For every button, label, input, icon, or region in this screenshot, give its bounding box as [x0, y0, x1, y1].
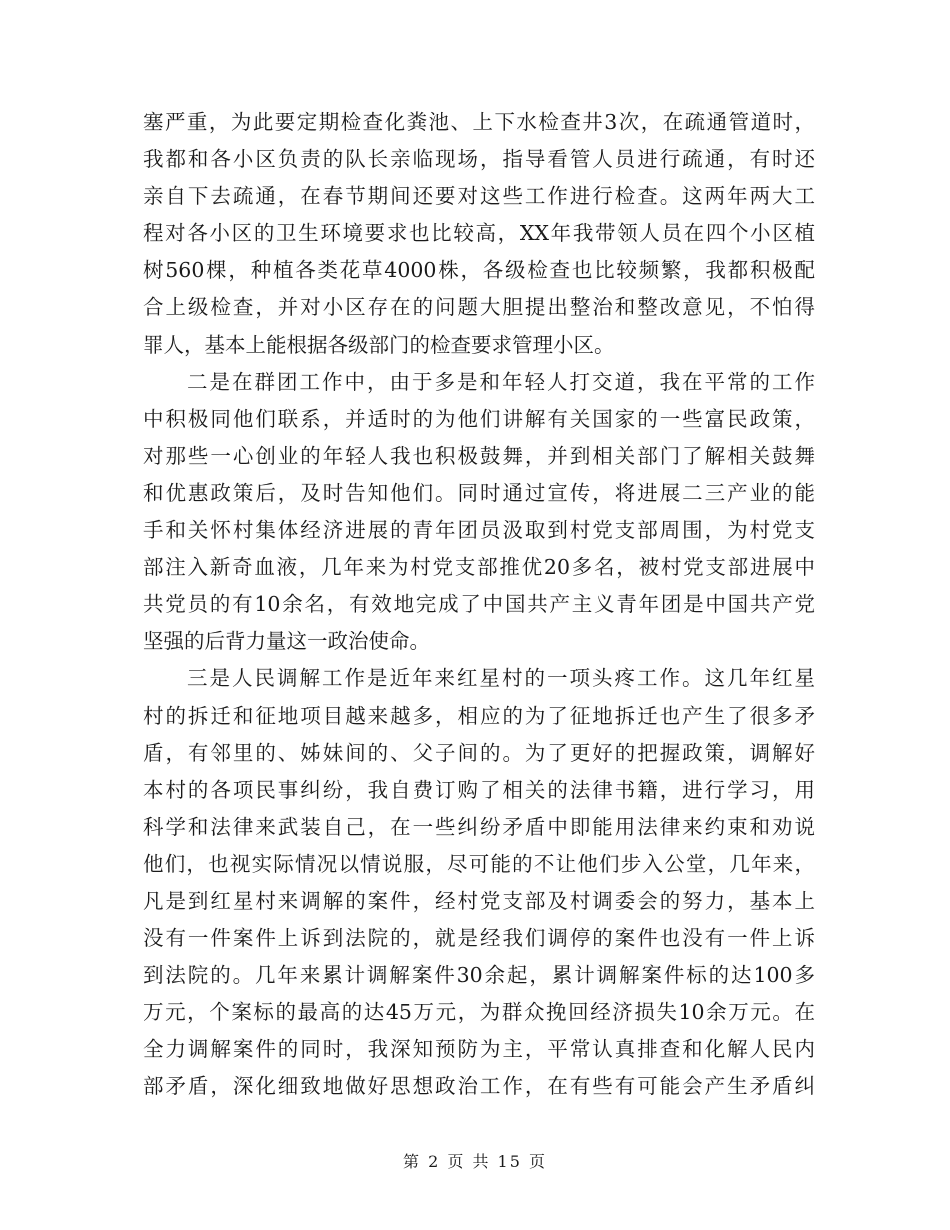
paragraph-3-line-8: 没有一件案件上诉到法院的，就是经我们调停的案件也没有一件上诉: [143, 926, 815, 951]
paragraph-3-line-7: 凡是到红星村来调解的案件，经村党支部及村调委会的努力，基本上: [143, 888, 815, 913]
paragraph-1-line-3: 亲自下去疏通，在春节期间还要对这些工作进行检查。这两年两大工: [143, 184, 815, 209]
paragraph-1-line-5: 树560棵，种植各类花草4000株，各级检查也比较频繁，我都积极配: [143, 258, 815, 283]
paragraph-1-line-4: 程对各小区的卫生环境要求也比较高，XX年我带领人员在四个小区植: [143, 221, 815, 246]
paragraph-3-line-12: 部矛盾，深化细致地做好思想政治工作，在有些有可能会产生矛盾纠: [143, 1074, 815, 1099]
paragraph-1-line-6: 合上级检查，并对小区存在的问题大胆提出整治和整改意见，不怕得: [143, 295, 815, 320]
body-text: [143, 104, 815, 1106]
paragraph-2-line-5: 手和关怀村集体经济进展的青年团员汲取到村党支部周围，为村党支: [143, 518, 815, 543]
paragraph-3-line-9: 到法院的。几年来累计调解案件30余起，累计调解案件标的达100多: [143, 963, 815, 988]
paragraph-1-line-1: 塞严重，为此要定期检查化粪池、上下水检查井3次，在疏通管道时，: [143, 110, 815, 134]
paragraph-3-line-3: 盾，有邻里的、姊妹间的、父子间的。为了更好的把握政策，调解好: [143, 740, 815, 765]
paragraph-2-line-6: 部注入新奇血液，几年来为村党支部推优20多名，被村党支部进展中: [143, 555, 815, 580]
paragraph-3-line-11: 全力调解案件的同时，我深知预防为主，平常认真排查和化解人民内: [143, 1037, 815, 1062]
paragraph-3-line-5: 科学和法律来武装自己，在一些纠纷矛盾中即能用法律来约束和劝说: [143, 814, 815, 839]
paragraph-2-line-2: 中积极同他们联系，并适时的为他们讲解有关国家的一些富民政策，: [143, 406, 815, 431]
paragraph-3-line-4: 本村的各项民事纠纷，我自费订购了相关的法律书籍，进行学习，用: [143, 777, 815, 802]
paragraph-3-line-2: 村的拆迁和征地项目越来越多，相应的为了征地拆迁也产生了很多矛: [143, 703, 815, 728]
paragraph-2-line-1: 二是在群团工作中，由于多是和年轻人打交道，我在平常的工作: [187, 369, 815, 394]
paragraph-2-line-3: 对那些一心创业的年轻人我也积极鼓舞，并到相关部门了解相关鼓舞: [143, 443, 815, 468]
paragraph-3-line-1: 三是人民调解工作是近年来红星村的一项头疼工作。这几年红星: [187, 666, 815, 691]
paragraph-1-line-2: 我都和各小区负责的队长亲临现场，指导看管人员进行疏通，有时还: [143, 147, 815, 172]
paragraph-2-line-4: 和优惠政策后，及时告知他们。同时通过宣传，将进展二三产业的能: [143, 480, 815, 505]
page-number-footer: 第 2 页 共 15 页: [403, 1152, 547, 1171]
paragraph-1-line-7: 罪人，基本上能根据各级部门的检查要求管理小区。: [143, 332, 615, 357]
paragraph-3-line-6: 他们，也视实际情况以情说服，尽可能的不让他们步入公堂，几年来，: [143, 851, 815, 876]
paragraph-2-line-8: 坚强的后背力量这一政治使命。: [143, 629, 430, 654]
paragraph-3-line-10: 万元，个案标的最高的达45万元，为群众挽回经济损失10余万元。在: [143, 1000, 815, 1025]
paragraph-2-line-7: 共党员的有10余名，有效地完成了中国共产主义青年团是中国共产党: [143, 592, 815, 617]
